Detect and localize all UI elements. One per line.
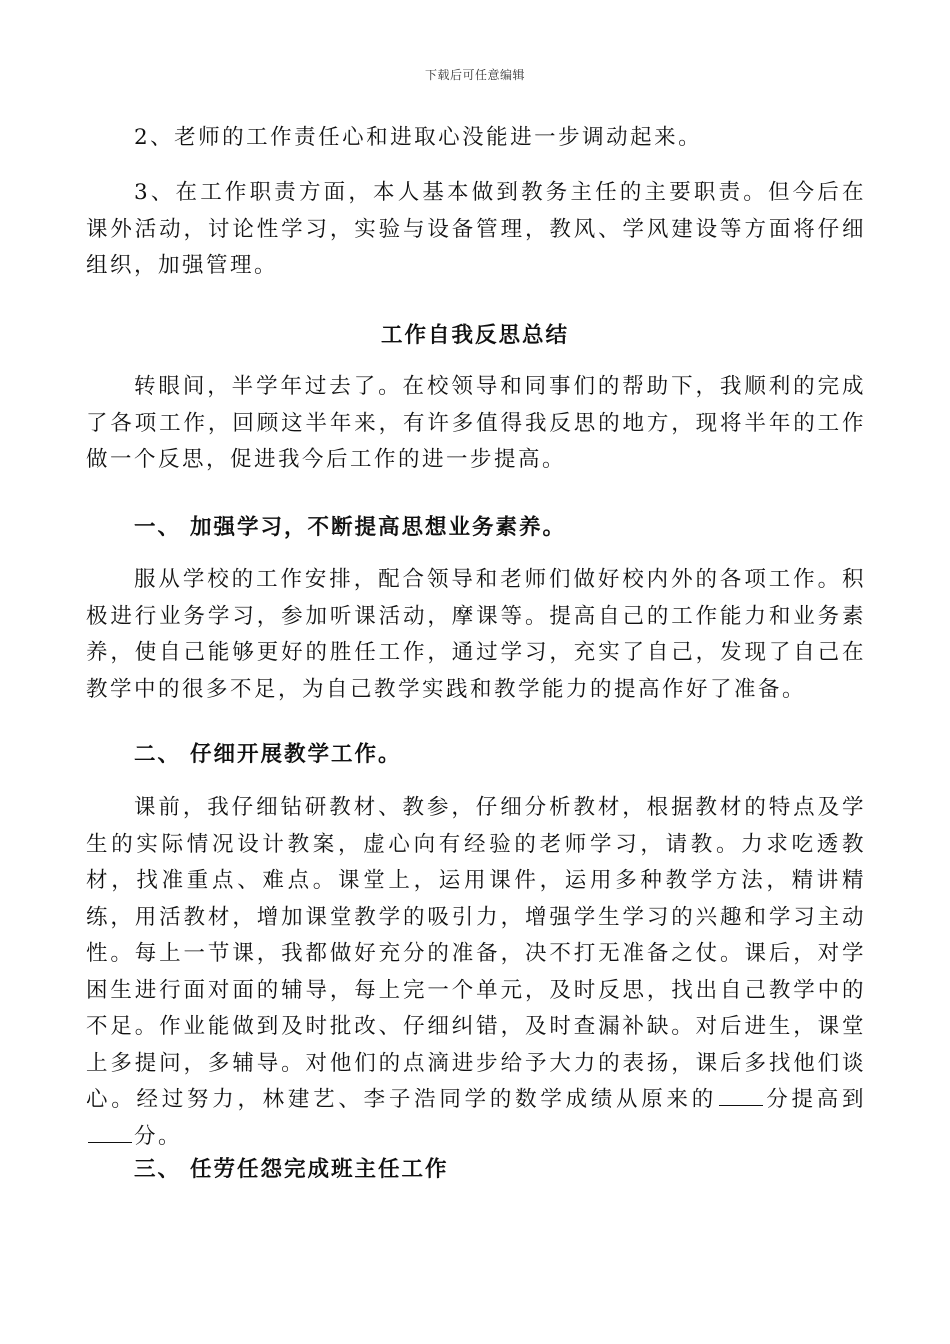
section-body-1: 服从学校的工作安排，配合领导和老师们做好校内外的各项工作。积极进行业务学习，参加听课活动，摩课等。提高自己的工作能力和业务素养，使自己能够更好的胜任工作，通过学习，充实了自己，发现了自己在教学中的很多不足，为自己教学实践和教学能力的提高作好了准备。 <box>86 567 866 702</box>
section-heading-1 <box>134 510 566 541</box>
section-heading-3 <box>134 1152 449 1183</box>
fill-in-blank-1 <box>719 1087 763 1106</box>
page-header-note: 下载后可任意编辑 <box>424 68 525 82</box>
section-number-1: 一、 <box>134 515 182 540</box>
section-body-2-text-c: 分。 <box>134 1123 183 1149</box>
intro-paragraph: 转眼间，半学年过去了。在校领导和同事们的帮助下，我顺利的完成了各项工作，回顾这半年来，有许多值得我反思的地方，现将半年的工作做一个反思，促进我今后工作的进一步提高。 <box>86 374 866 472</box>
section-body-2-text-b: 分提高到 <box>765 1087 866 1112</box>
section-body-2-text-a: 课前，我仔细钻研教材、教参，仔细分析教材，根据教材的特点及学生的实际情况设计教案，虚心向有经验的老师学习，请教。力求吃透教材，找准重点、难点。课堂上，运用课件，运用多种教学方法，精讲精练，用活教材，增加课堂教学的吸引力，增强学生学习的兴趣和学习主动性。每上一节课，我都做好充分的准备，决不打无准备之仗。课后，对学困生进行面对面的辅导，每上完一个单元，及时反思，找出自己教学中的不足。作业能做到及时批改、仔细纠错，及时查漏补缺。对后进生，课堂上多提问，多辅导。对他们的点滴进步给予大力的表扬，课后多找他们谈心。经过努力，林建艺、李子浩同学的数学成绩从原来的 <box>86 795 866 1112</box>
section-body-2 <box>86 790 866 1155</box>
section-number-2: 二、 <box>134 742 182 767</box>
section-title-3: 任劳任怨完成班主任工作 <box>190 1157 449 1182</box>
document-title: 工作自我反思总结 <box>380 323 569 348</box>
section-number-3: 三、 <box>134 1157 182 1182</box>
section-title-1: 加强学习，不断提高思想业务素养。 <box>190 515 567 540</box>
section-heading-2 <box>134 737 402 768</box>
section-title-2: 仔细开展教学工作。 <box>190 742 402 767</box>
paragraph-item-3: 3、在工作职责方面，本人基本做到教务主任的主要职责。但今后在课外活动，讨论性学习，实验与设备管理，教风、学风建设等方面将仔细组织，加强管理。 <box>86 180 866 278</box>
fill-in-blank-2 <box>88 1124 132 1143</box>
paragraph-item-2: 2、老师的工作责任心和进取心没能进一步调动起来。 <box>134 125 703 150</box>
